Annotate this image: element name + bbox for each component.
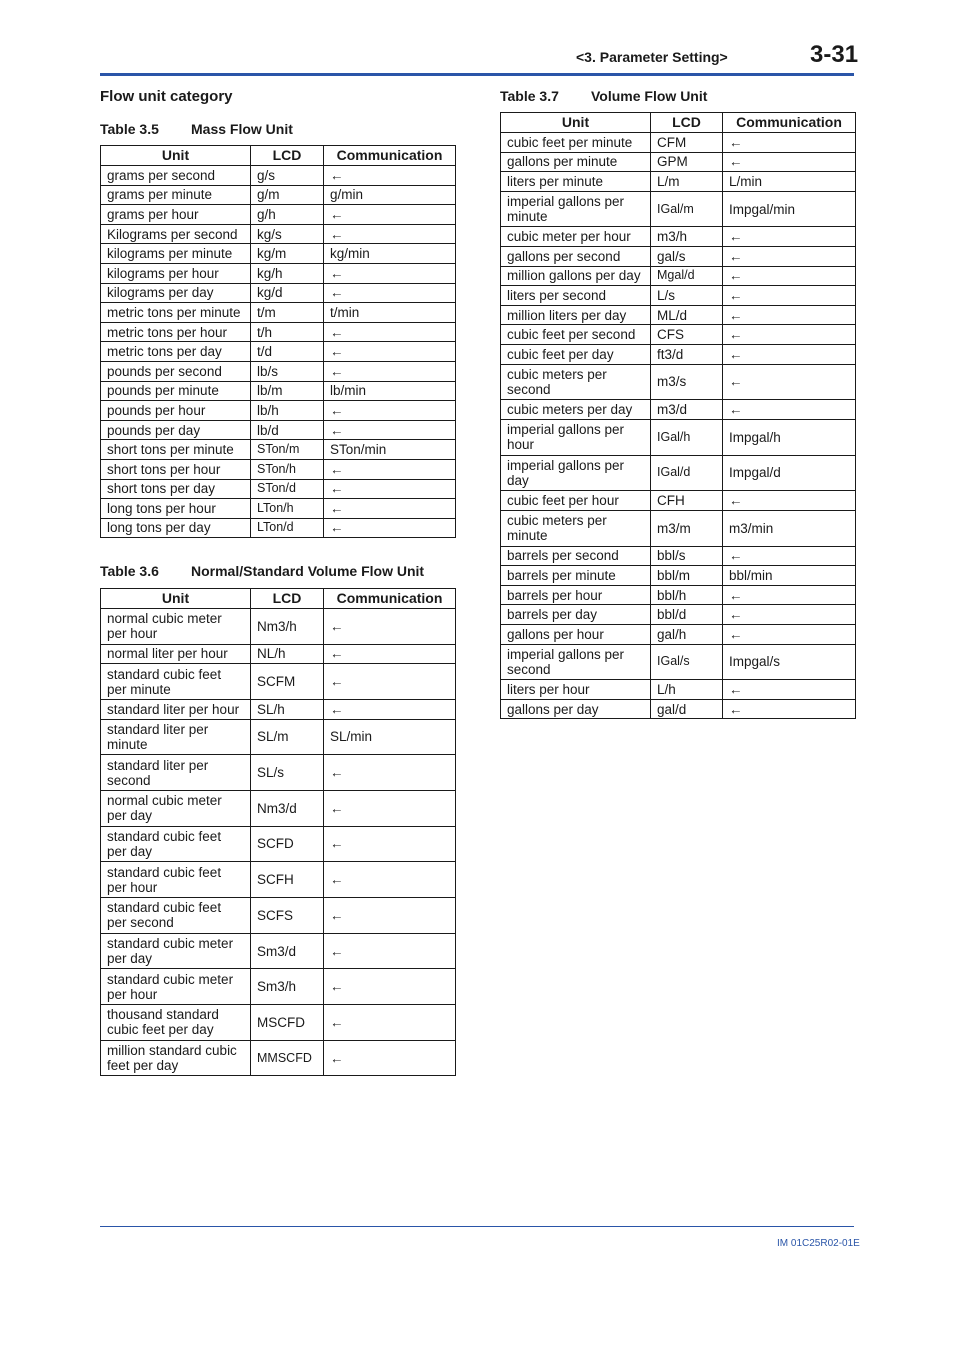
table-row	[501, 680, 856, 700]
cell-communication: ←	[324, 166, 456, 186]
cell-communication: ←	[723, 247, 856, 267]
table-row	[101, 205, 456, 225]
table-row	[101, 401, 456, 421]
cell-communication: ←	[324, 361, 456, 381]
cell-unit: imperial gallons per hour	[501, 419, 651, 455]
cell-communication: kg/min	[324, 244, 456, 264]
cell-lcd: g/s	[251, 166, 324, 186]
table-row	[101, 609, 456, 645]
table-row	[101, 420, 456, 440]
cell-lcd: Sm3/h	[251, 969, 324, 1005]
cell-lcd: Sm3/d	[251, 933, 324, 969]
table-row	[501, 133, 856, 153]
table-row	[501, 566, 856, 586]
column-header-lcd: LCD	[251, 589, 324, 609]
cell-communication: ←	[324, 609, 456, 645]
cell-communication: ←	[723, 266, 856, 286]
table-row	[101, 440, 456, 460]
cell-lcd: gal/h	[651, 624, 723, 644]
cell-lcd: SCFD	[251, 826, 324, 862]
table-row	[101, 969, 456, 1005]
cell-communication: ←	[723, 325, 856, 345]
table-row	[501, 172, 856, 192]
table-row	[501, 266, 856, 286]
cell-communication: ←	[324, 401, 456, 421]
cell-unit: standard liter per hour	[101, 699, 251, 719]
cell-lcd: gal/s	[651, 247, 723, 267]
cell-unit: pounds per hour	[101, 401, 251, 421]
table-row	[101, 1005, 456, 1041]
cell-lcd: GPM	[651, 152, 723, 172]
cell-communication: ←	[324, 283, 456, 303]
cell-unit: standard cubic meter per day	[101, 933, 251, 969]
cell-communication: ←	[324, 342, 456, 362]
cell-lcd: MSCFD	[251, 1005, 324, 1041]
cell-unit: kilograms per minute	[101, 244, 251, 264]
cell-unit: imperial gallons per second	[501, 644, 651, 680]
cell-lcd: MMSCFD	[251, 1040, 324, 1076]
cell-communication: STon/min	[324, 440, 456, 460]
table-3-5-title: Mass Flow Unit	[191, 121, 293, 137]
table-row	[101, 699, 456, 719]
table-3-7-title: Volume Flow Unit	[591, 88, 708, 104]
cell-unit: pounds per day	[101, 420, 251, 440]
cell-unit: short tons per day	[101, 479, 251, 499]
table-row	[501, 585, 856, 605]
section-title: Flow unit category	[100, 88, 233, 105]
column-header-unit: Unit	[501, 113, 651, 133]
cell-unit: barrels per minute	[501, 566, 651, 586]
cell-unit: standard liter per minute	[101, 719, 251, 755]
table-row	[501, 305, 856, 325]
cell-lcd: kg/h	[251, 263, 324, 283]
cell-lcd: LTon/h	[251, 499, 324, 519]
cell-unit: gallons per hour	[501, 624, 651, 644]
cell-unit: standard cubic meter per hour	[101, 969, 251, 1005]
cell-lcd: SCFM	[251, 664, 324, 700]
table-row	[501, 286, 856, 306]
column-header-lcd: LCD	[651, 113, 723, 133]
table-row	[101, 244, 456, 264]
cell-communication: ←	[324, 644, 456, 664]
cell-unit: normal liter per hour	[101, 644, 251, 664]
cell-unit: million gallons per day	[501, 266, 651, 286]
table-row	[501, 546, 856, 566]
column-header-communication: Communication	[324, 146, 456, 166]
cell-unit: barrels per hour	[501, 585, 651, 605]
cell-unit: metric tons per hour	[101, 322, 251, 342]
cell-communication: m3/min	[723, 510, 856, 546]
cell-communication: ←	[324, 933, 456, 969]
cell-unit: cubic feet per day	[501, 345, 651, 365]
cell-lcd: STon/h	[251, 459, 324, 479]
cell-lcd: IGal/h	[651, 419, 723, 455]
cell-lcd: ML/d	[651, 305, 723, 325]
cell-communication: ←	[723, 491, 856, 511]
table-row	[101, 185, 456, 205]
table-row	[101, 826, 456, 862]
cell-unit: standard liter per second	[101, 755, 251, 791]
cell-lcd: L/h	[651, 680, 723, 700]
table-row	[101, 1040, 456, 1076]
table-row	[101, 755, 456, 791]
cell-communication: ←	[324, 664, 456, 700]
cell-unit: million standard cubic feet per day	[101, 1040, 251, 1076]
cell-lcd: CFH	[651, 491, 723, 511]
cell-lcd: g/m	[251, 185, 324, 205]
table-row	[101, 283, 456, 303]
table-3-6-number: Table 3.6	[100, 563, 159, 579]
cell-lcd: Nm3/d	[251, 790, 324, 826]
column-header-lcd: LCD	[251, 146, 324, 166]
cell-unit: imperial gallons per day	[501, 455, 651, 491]
cell-unit: standard cubic feet per hour	[101, 862, 251, 898]
cell-lcd: CFM	[651, 133, 723, 153]
cell-unit: cubic feet per hour	[501, 491, 651, 511]
cell-unit: kilograms per day	[101, 283, 251, 303]
cell-unit: gallons per day	[501, 699, 651, 719]
table-3-5-number: Table 3.5	[100, 121, 159, 137]
table-row	[501, 325, 856, 345]
running-header-section: <3. Parameter Setting>	[576, 49, 728, 65]
cell-unit: Kilograms per second	[101, 224, 251, 244]
cell-communication: t/min	[324, 303, 456, 323]
cell-communication: ←	[324, 699, 456, 719]
cell-communication: ←	[324, 755, 456, 791]
table-row	[501, 400, 856, 420]
mass-flow-unit-table	[100, 145, 456, 538]
cell-unit: liters per minute	[501, 172, 651, 192]
cell-lcd: L/s	[651, 286, 723, 306]
cell-communication: ←	[324, 790, 456, 826]
cell-communication: g/min	[324, 185, 456, 205]
cell-unit: gallons per second	[501, 247, 651, 267]
cell-unit: cubic meter per hour	[501, 227, 651, 247]
cell-lcd: SL/s	[251, 755, 324, 791]
cell-communication: ←	[723, 133, 856, 153]
cell-communication: ←	[723, 286, 856, 306]
cell-communication: ←	[324, 898, 456, 934]
cell-communication: ←	[723, 680, 856, 700]
cell-unit: normal cubic meter per day	[101, 790, 251, 826]
table-header-row	[501, 113, 856, 133]
table-row	[501, 644, 856, 680]
cell-lcd: IGal/s	[651, 644, 723, 680]
cell-communication: ←	[324, 263, 456, 283]
cell-lcd: IGal/m	[651, 191, 723, 227]
cell-lcd: m3/m	[651, 510, 723, 546]
cell-lcd: lb/h	[251, 401, 324, 421]
cell-unit: long tons per day	[101, 518, 251, 538]
cell-lcd: bbl/d	[651, 605, 723, 625]
table-header-row	[101, 589, 456, 609]
table-3-5-caption	[100, 121, 293, 137]
cell-lcd: L/m	[651, 172, 723, 192]
cell-lcd: kg/d	[251, 283, 324, 303]
footer-rule	[100, 1226, 854, 1227]
cell-lcd: m3/h	[651, 227, 723, 247]
table-row	[501, 247, 856, 267]
cell-communication: ←	[324, 518, 456, 538]
table-row	[501, 227, 856, 247]
cell-unit: standard cubic feet per day	[101, 826, 251, 862]
table-row	[101, 381, 456, 401]
cell-lcd: lb/s	[251, 361, 324, 381]
table-row	[101, 361, 456, 381]
cell-communication: Impgal/s	[723, 644, 856, 680]
cell-communication: ←	[324, 420, 456, 440]
table-row	[501, 510, 856, 546]
cell-lcd: bbl/m	[651, 566, 723, 586]
cell-communication: ←	[723, 624, 856, 644]
cell-communication: ←	[723, 364, 856, 400]
cell-lcd: t/h	[251, 322, 324, 342]
cell-unit: liters per hour	[501, 680, 651, 700]
cell-unit: metric tons per minute	[101, 303, 251, 323]
cell-communication: ←	[723, 227, 856, 247]
cell-lcd: lb/d	[251, 420, 324, 440]
cell-communication: Impgal/min	[723, 191, 856, 227]
table-3-7-number: Table 3.7	[500, 88, 559, 104]
cell-unit: cubic feet per minute	[501, 133, 651, 153]
cell-lcd: m3/d	[651, 400, 723, 420]
cell-unit: cubic meters per minute	[501, 510, 651, 546]
table-row	[501, 419, 856, 455]
cell-communication: Impgal/d	[723, 455, 856, 491]
table-row	[101, 303, 456, 323]
cell-lcd: IGal/d	[651, 455, 723, 491]
cell-unit: standard cubic feet per minute	[101, 664, 251, 700]
table-row	[101, 499, 456, 519]
table-row	[501, 491, 856, 511]
cell-lcd: NL/h	[251, 644, 324, 664]
cell-communication: ←	[324, 205, 456, 225]
cell-lcd: t/m	[251, 303, 324, 323]
cell-lcd: SCFH	[251, 862, 324, 898]
cell-communication: ←	[324, 459, 456, 479]
cell-communication: ←	[324, 224, 456, 244]
cell-unit: million liters per day	[501, 305, 651, 325]
cell-lcd: Mgal/d	[651, 266, 723, 286]
table-row	[101, 644, 456, 664]
table-row	[501, 699, 856, 719]
cell-lcd: kg/m	[251, 244, 324, 264]
table-row	[101, 166, 456, 186]
cell-unit: cubic meters per second	[501, 364, 651, 400]
cell-unit: barrels per second	[501, 546, 651, 566]
cell-lcd: g/h	[251, 205, 324, 225]
cell-communication: ←	[324, 862, 456, 898]
cell-communication: ←	[324, 1040, 456, 1076]
table-row	[501, 152, 856, 172]
table-row	[101, 862, 456, 898]
column-header-unit: Unit	[101, 589, 251, 609]
cell-unit: cubic meters per day	[501, 400, 651, 420]
cell-unit: short tons per minute	[101, 440, 251, 460]
cell-communication: ←	[723, 345, 856, 365]
table-row	[501, 624, 856, 644]
cell-lcd: bbl/s	[651, 546, 723, 566]
cell-unit: kilograms per hour	[101, 263, 251, 283]
cell-lcd: CFS	[651, 325, 723, 345]
table-row	[101, 933, 456, 969]
cell-unit: gallons per minute	[501, 152, 651, 172]
cell-lcd: STon/m	[251, 440, 324, 460]
cell-unit: pounds per minute	[101, 381, 251, 401]
table-row	[501, 364, 856, 400]
column-header-communication: Communication	[723, 113, 856, 133]
table-row	[101, 263, 456, 283]
table-row	[101, 898, 456, 934]
table-row	[101, 459, 456, 479]
cell-communication: Impgal/h	[723, 419, 856, 455]
cell-communication: ←	[324, 969, 456, 1005]
cell-communication: ←	[723, 305, 856, 325]
column-header-communication: Communication	[324, 589, 456, 609]
table-row	[101, 224, 456, 244]
cell-lcd: LTon/d	[251, 518, 324, 538]
cell-lcd: ft3/d	[651, 345, 723, 365]
cell-lcd: kg/s	[251, 224, 324, 244]
table-row	[101, 479, 456, 499]
header-rule	[100, 73, 854, 76]
cell-communication: ←	[723, 546, 856, 566]
table-row	[101, 342, 456, 362]
cell-communication: ←	[324, 479, 456, 499]
table-row	[101, 790, 456, 826]
table-3-7-caption	[500, 88, 707, 104]
cell-unit: standard cubic feet per second	[101, 898, 251, 934]
cell-unit: long tons per hour	[101, 499, 251, 519]
cell-unit: cubic feet per second	[501, 325, 651, 345]
cell-communication: bbl/min	[723, 566, 856, 586]
table-3-6-title: Normal/Standard Volume Flow Unit	[191, 563, 425, 579]
cell-lcd: SL/h	[251, 699, 324, 719]
column-header-unit: Unit	[101, 146, 251, 166]
cell-communication: SL/min	[324, 719, 456, 755]
page-number: 3-31	[810, 41, 859, 68]
cell-communication: L/min	[723, 172, 856, 192]
table-row	[501, 605, 856, 625]
volume-flow-unit-table	[500, 112, 856, 719]
table-row	[501, 191, 856, 227]
cell-lcd: lb/m	[251, 381, 324, 401]
cell-lcd: Nm3/h	[251, 609, 324, 645]
cell-unit: normal cubic meter per hour	[101, 609, 251, 645]
cell-lcd: m3/s	[651, 364, 723, 400]
cell-unit: metric tons per day	[101, 342, 251, 362]
cell-communication: ←	[723, 605, 856, 625]
cell-unit: imperial gallons per minute	[501, 191, 651, 227]
cell-lcd: SCFS	[251, 898, 324, 934]
cell-unit: short tons per hour	[101, 459, 251, 479]
cell-communication: ←	[324, 826, 456, 862]
cell-unit: pounds per second	[101, 361, 251, 381]
table-row	[101, 664, 456, 700]
cell-communication: ←	[324, 1005, 456, 1041]
cell-unit: barrels per day	[501, 605, 651, 625]
cell-lcd: bbl/h	[651, 585, 723, 605]
cell-communication: ←	[324, 499, 456, 519]
cell-lcd: STon/d	[251, 479, 324, 499]
cell-communication: ←	[324, 322, 456, 342]
cell-lcd: t/d	[251, 342, 324, 362]
cell-unit: grams per second	[101, 166, 251, 186]
cell-communication: lb/min	[324, 381, 456, 401]
document-id: IM 01C25R02-01E	[777, 1238, 860, 1249]
cell-communication: ←	[723, 400, 856, 420]
cell-communication: ←	[723, 699, 856, 719]
cell-lcd: gal/d	[651, 699, 723, 719]
cell-unit: grams per hour	[101, 205, 251, 225]
cell-communication: ←	[723, 152, 856, 172]
table-3-6-caption	[100, 563, 424, 579]
cell-lcd: SL/m	[251, 719, 324, 755]
table-row	[101, 322, 456, 342]
table-row	[101, 518, 456, 538]
normal-standard-volume-flow-unit-table	[100, 588, 456, 1076]
cell-communication: ←	[723, 585, 856, 605]
table-row	[101, 719, 456, 755]
cell-unit: grams per minute	[101, 185, 251, 205]
table-row	[501, 345, 856, 365]
table-header-row	[101, 146, 456, 166]
table-row	[501, 455, 856, 491]
cell-unit: thousand standard cubic feet per day	[101, 1005, 251, 1041]
cell-unit: liters per second	[501, 286, 651, 306]
